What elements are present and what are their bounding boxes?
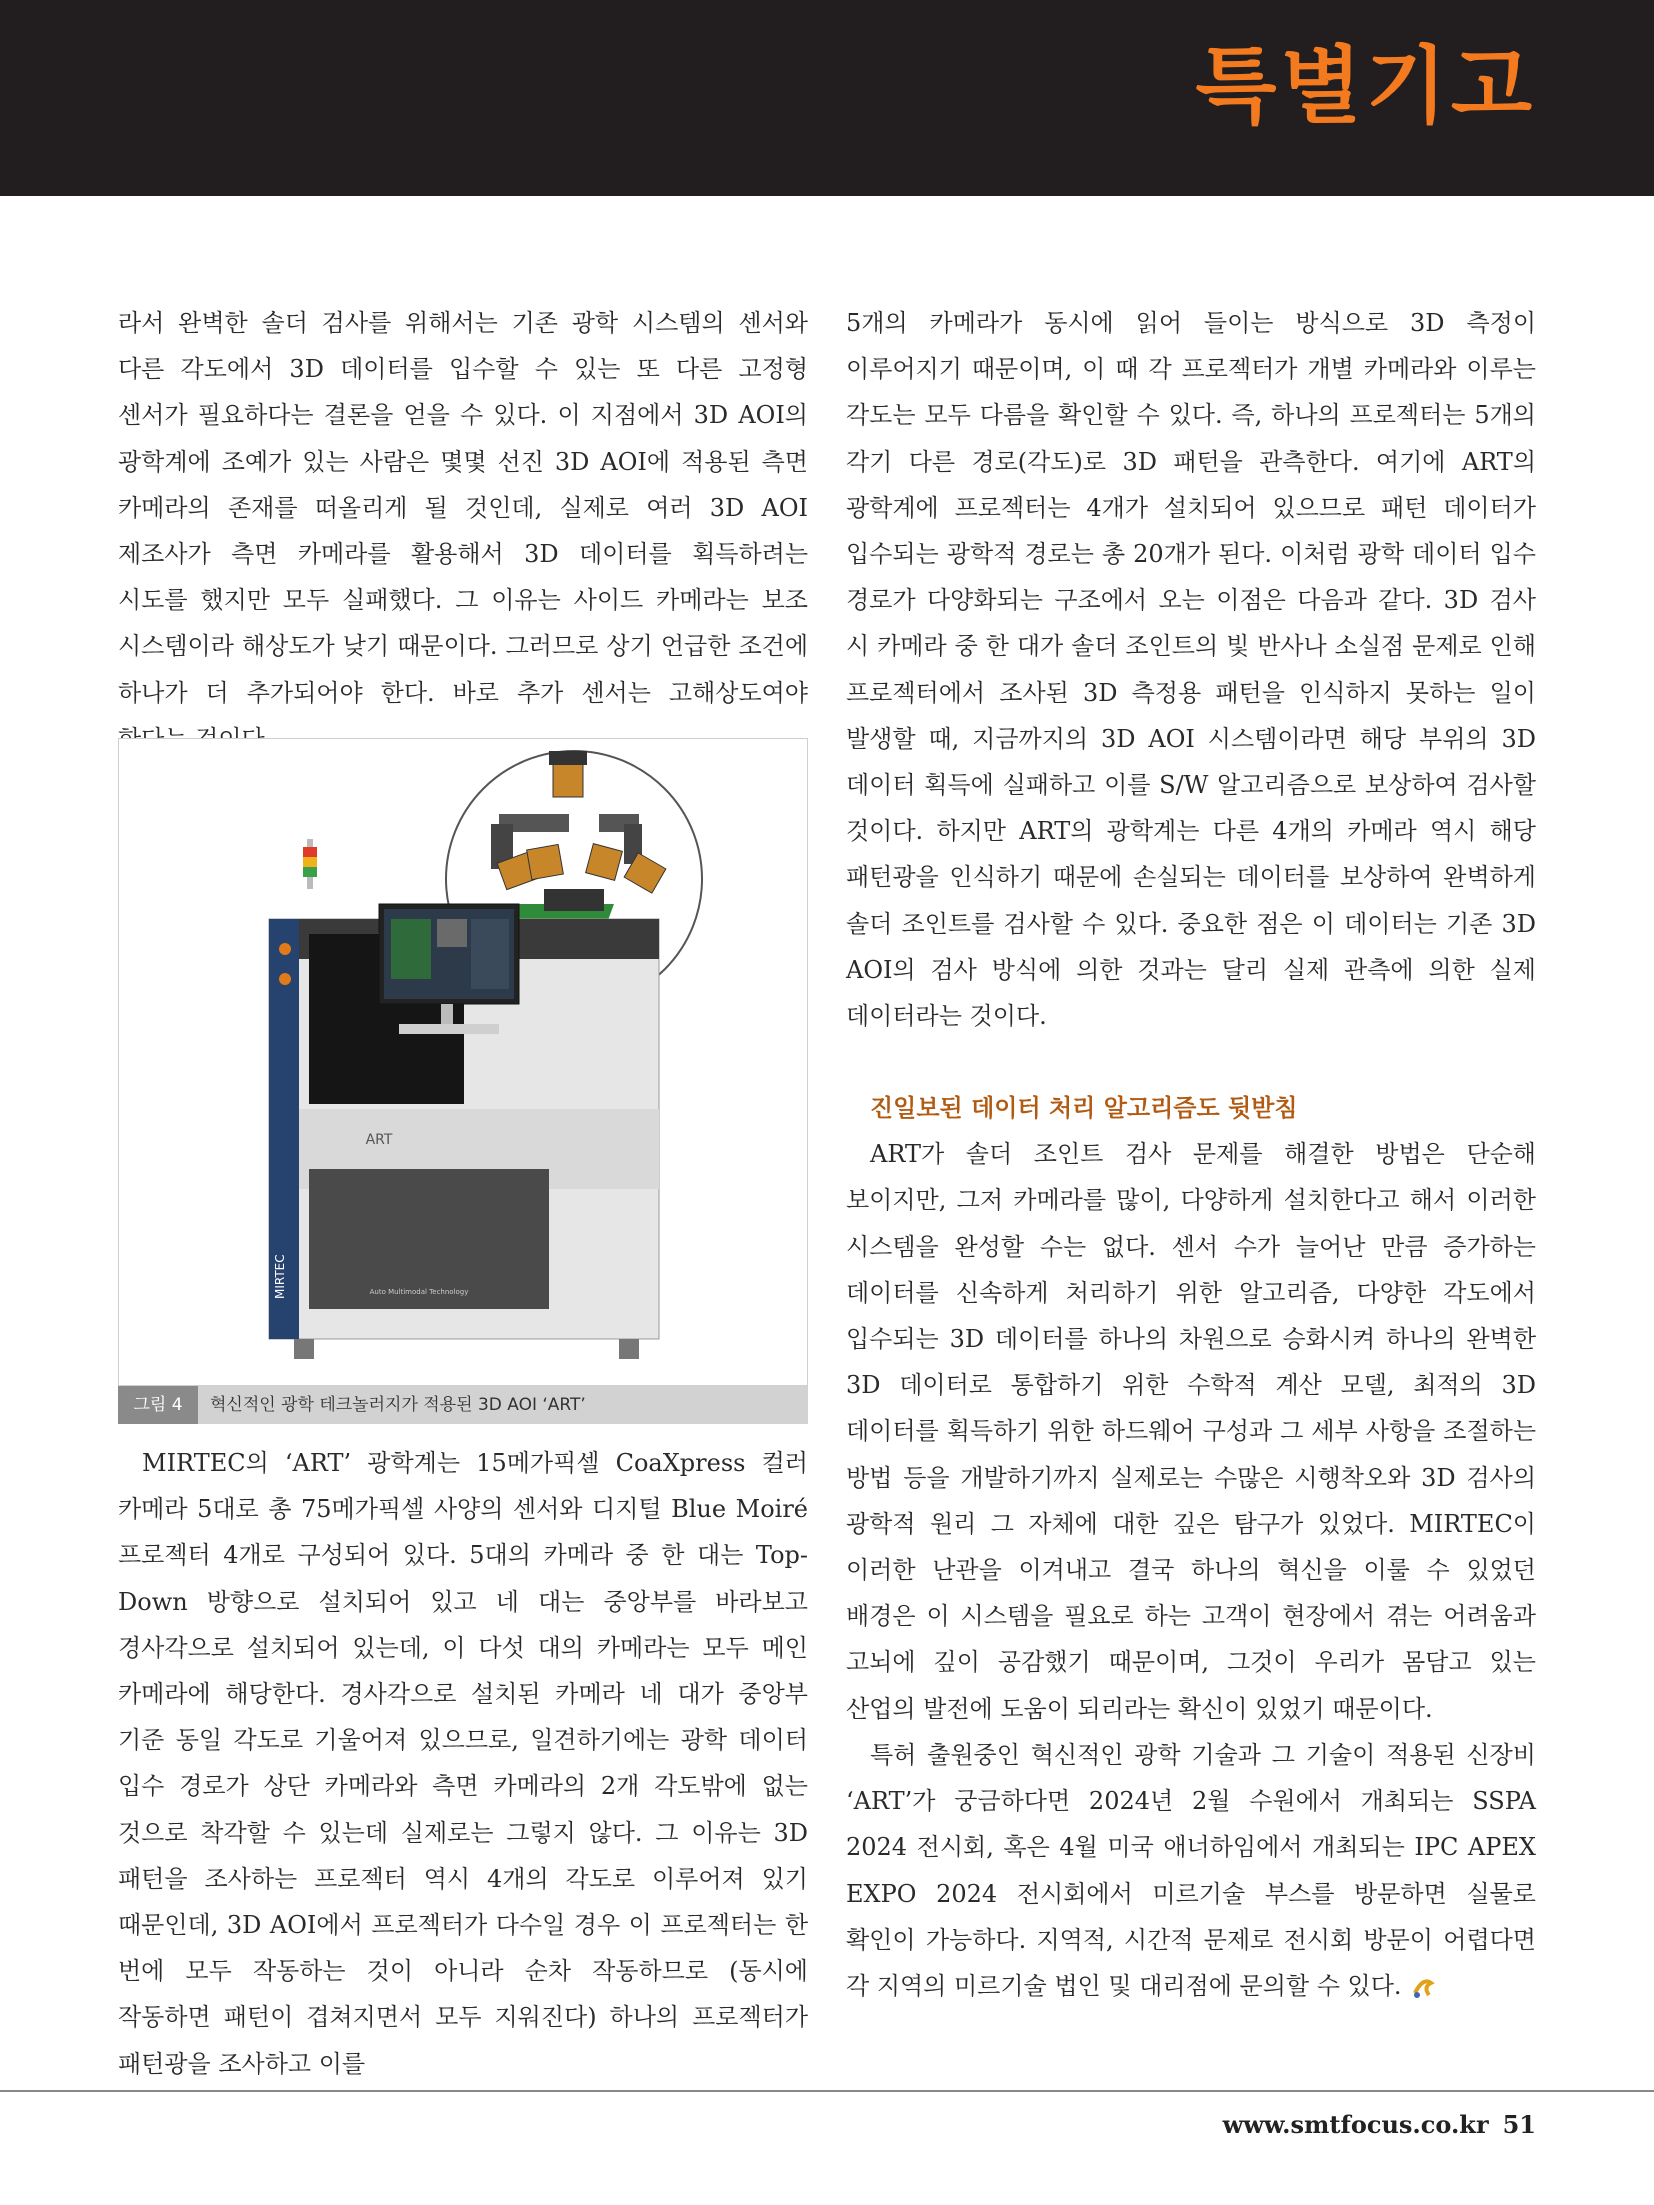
figure-caption-text: 혁신적인 광학 테크놀러지가 적용된 3D AOI ‘ART’ xyxy=(210,1395,586,1415)
page-number: 51 xyxy=(1502,2110,1536,2139)
right-paragraph-2: ART가 솔더 조인트 검사 문제를 해결한 방법은 단순해 보이지만, 그저 카메라를 많이, 다양하게 설치한다고 해서 이러한 시스템을 완성할 수는 없다. 센서 수가 늘어난 만큼 증가하는 데이터를 신속하게 처리하기 위한 알고리즘, 다양한 각도에서 입수되는 3D 데이터를 하나의 차원으로 승화시켜 하나의 완벽한 3D 데이터로 통합하기 위한 수학적 계산 모델, 최적의 3D 데이터를 획득하기 위한 하드웨어 구성과 그 세부 사항을 조절하는 방법 등을 개발하기까지 실제로는 수많은 시행착오와 3D 검사의 광학적 원리 그 자체에 대한 깊은 탐구가 있었다. MIRTEC이 이러한 난관을 이겨내고 결국 하나의 혁신을 이룰 수 있었던 배경은 이 시스템을 필요로 하는 고객이 현장에서 겪는 어려움과 고뇌에 깊이 공감했기 때문이며, 그것이 우리가 몸담고 있는 산업의 발전에 도움이 되리라는 확신이 있었기 때문이다. xyxy=(846,1140,1536,1723)
top-camera xyxy=(553,761,583,797)
camera-left-2 xyxy=(527,844,564,879)
machine-model: ART xyxy=(365,1132,393,1148)
footer xyxy=(1209,2110,1536,2139)
section-heading: 진일보된 데이터 처리 알고리즘도 뒷받침 xyxy=(870,1093,1298,1123)
right-column xyxy=(846,300,1536,2009)
footer-url[interactable]: www.smtfocus.co.kr xyxy=(1222,2110,1489,2139)
monitor-panel xyxy=(471,919,509,989)
section-title: 특별기고 xyxy=(1195,37,1536,135)
left-column xyxy=(118,300,808,762)
left-paragraph-2: MIRTEC의 ‘ART’ 광학계는 15메가픽셀 CoaXpress 컬러 카메라 5대로 총 75메가픽셀 사양의 센서와 디지털 Blue Moiré 프로젝터 4개로 구성되어 있다. 5대의 카메라 중 한 대는 Top-Down 방향으로 설치되어 있고 네 대는 중앙부를 바라보고 경사각으로 설치되어 있는데, 이 다섯 대의 카메라는 모두 메인 카메라에 해당한다. 경사각으로 설치된 카메라 네 대가 중앙부 기준 동일 각도로 기울어져 있으므로, 일견하기에는 광학 데이터 입수 경로가 상단 카메라와 측면 카메라의 2개 각도밖에 없는 것으로 착각할 수 있는데 실제로는 그렇지 않다. 그 이유는 3D 패턴을 조사하는 프로젝터 역시 4개의 각도로 이루어져 있기 때문인데, 3D AOI에서 프로젝터가 다수일 경우 이 프로젝터는 한 번에 모두 작동하는 것이 아니라 순차 작동하므로 (동시에 작동하면 패턴이 겹쳐지면서 모두 지워진다) 하나의 프로젝터가 패턴광을 조사하고 이를 xyxy=(118,1449,808,2078)
aoi-machine-illustration xyxy=(119,739,807,1385)
signal-tower-green xyxy=(303,867,317,877)
machine-button-2 xyxy=(279,973,291,985)
signal-tower-red xyxy=(303,847,317,857)
machine-foot-left xyxy=(294,1339,314,1359)
right-paragraph-1: 5개의 카메라가 동시에 읽어 들이는 방식으로 3D 측정이 이루어지기 때문이며, 이 때 각 프로젝터가 개별 카메라와 이루는 각도는 모두 다름을 확인할 수 있다. 즉, 하나의 프로젝터는 5개의 각기 다른 경로(각도)로 3D 패턴을 관측한다. 여기에 ART의 광학계에 프로젝터는 4개가 설치되어 있으므로 패턴 데이터가 입수되는 광학적 경로는 총 20개가 된다. 이처럼 광학 데이터 입수 경로가 다양화되는 구조에서 오는 이점은 다음과 같다. 3D 검사 시 카메라 중 한 대가 솔더 조인트의 빛 반사나 소실점 문제로 인해 프로젝터에서 조사된 3D 측정용 패턴을 인식하지 못하는 일이 발생할 때, 지금까지의 3D AOI 시스템이라면 해당 부위의 3D 데이터 획득에 실패하고 이를 S/W 알고리즘으로 보상하여 검사할 것이다. 하지만 ART의 광학계는 다른 4개의 카메라 역시 해당 패턴광을 인식하기 때문에 손실되는 데이터를 보상하여 완벽하게 솔더 조인트를 검사할 수 있다. 중요한 점은 이 데이터는 기존 3D AOI의 검사 방식에 의한 것과는 달리 실제 관측에 의한 실제 데이터라는 것이다. xyxy=(846,309,1536,1031)
top-camera-cap xyxy=(549,751,587,765)
figure-caption xyxy=(118,1386,808,1424)
left-paragraph-1: 라서 완벽한 솔더 검사를 위해서는 기존 광학 시스템의 센서와 다른 각도에서 3D 데이터를 입수할 수 있는 또 다른 고정형 센서가 필요하다는 결론을 얻을 수 있다. 이 지점에서 3D AOI의 광학계에 조예가 있는 사람은 몇몇 선진 3D AOI에 적용된 측면 카메라의 존재를 떠올리게 될 것인데, 실제로 여러 3D AOI 제조사가 측면 카메라를 활용해서 3D 데이터를 획득하려는 시도를 했지만 모두 실패했다. 그 이유는 사이드 카메라는 보조 시스템이라 해상도가 낮기 때문이다. 그러므로 상기 언급한 조건에 하나가 더 추가되어야 한다. 바로 추가 센서는 고해상도여야 xyxy=(118,309,808,707)
monitor-chip-view xyxy=(437,919,467,947)
machine-foot-right xyxy=(619,1339,639,1359)
figure-label: 그림 4 xyxy=(118,1386,198,1424)
page-header xyxy=(0,0,1654,196)
figure-machine-image xyxy=(118,738,808,1386)
monitor-pcb-view xyxy=(391,919,431,979)
machine-button-1 xyxy=(279,943,291,955)
pcb-component xyxy=(544,889,604,911)
machine-brand: MIRTEC xyxy=(273,1254,287,1299)
right-paragraph-3: 특허 출원중인 혁신적인 광학 기술과 그 기술이 적용된 신장비 ‘ART’가 궁금하다면 2024년 2월 수원에서 개최되는 SSPA 2024 전시회, 혹은 4월 미국 애너하임에서 개최되는 IPC APEX EXPO 2024 전시회에서 미르기술 부스를 방문하면 실물로 확인이 가능하다. 지역적, 시간적 문제로 전시회 방문이 어렵다면 각 지역의 미르기술 법인 및 대리점에 문의할 수 있다. xyxy=(846,1740,1536,2000)
keyboard-tray xyxy=(399,1024,499,1034)
end-mark-icon xyxy=(1409,1973,1437,2001)
left-column-lower xyxy=(118,1440,808,2087)
signal-tower-yellow xyxy=(303,857,317,867)
machine-tagline: Auto Multimodal Technology xyxy=(369,1288,469,1296)
footer-divider xyxy=(0,2090,1654,2092)
